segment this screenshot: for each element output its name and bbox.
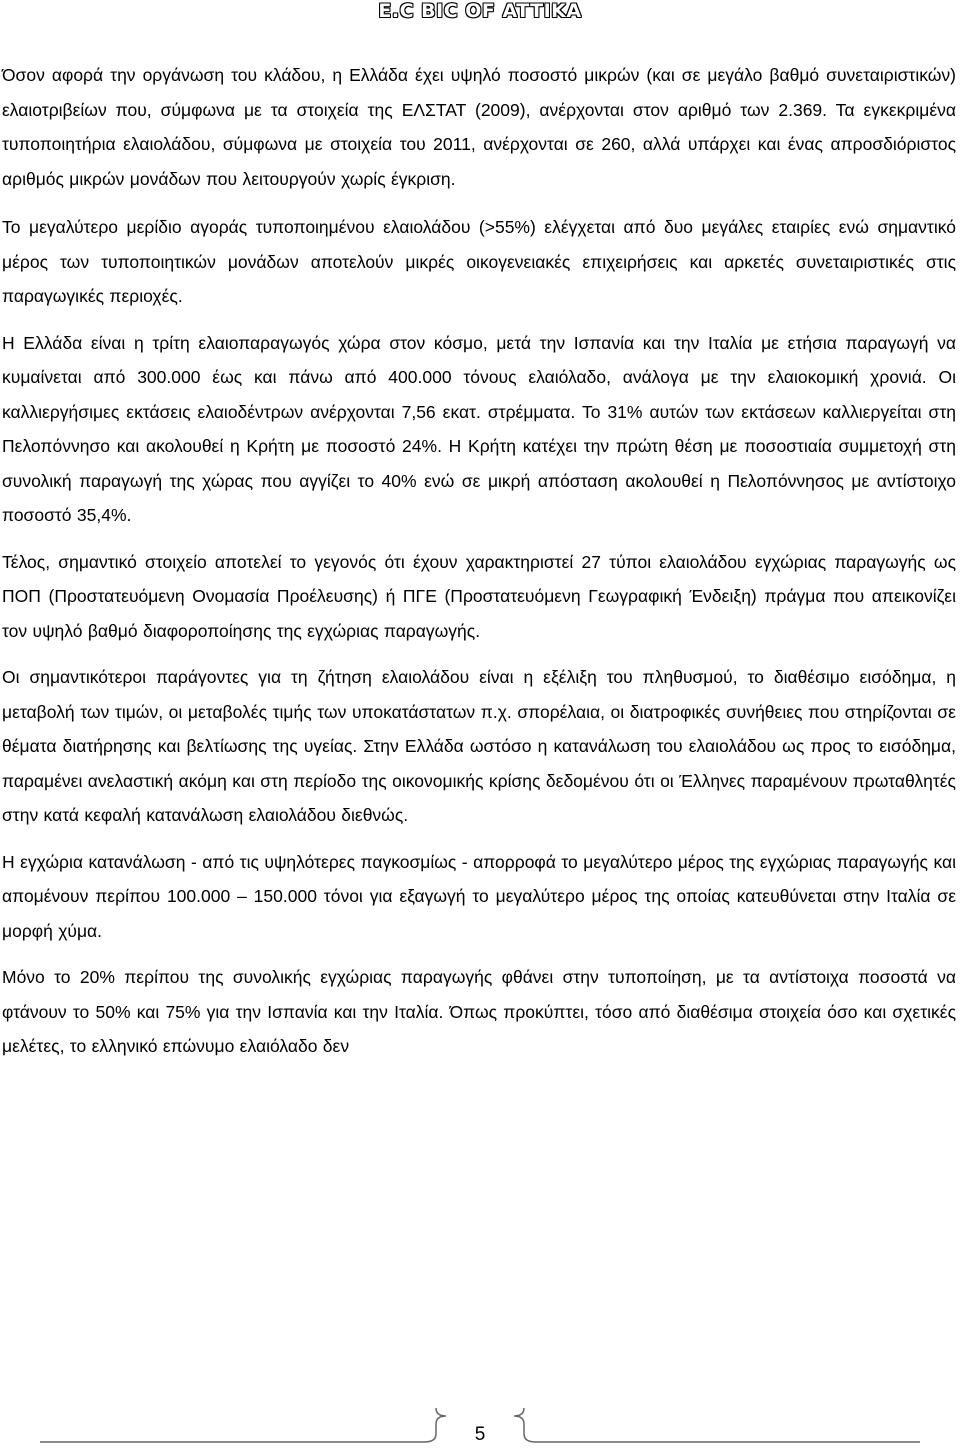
document-header <box>0 0 960 22</box>
paragraph: Η Ελλάδα είναι η τρίτη ελαιοπαραγωγός χώρα στον κόσμο, μετά την Ισπανία και την Ιταλία με ετήσια παραγωγή να κυμαίνεται από 300.000 έως και πάνω από 400.000 τόνους ελαιόλαδο, ανάλογα με την ελαιοκομική χρονιά. Οι καλλιεργήσιμες εκτάσεις ελαιοδέντρων ανέρχονται 7,56 εκατ. στρέμματα. Το 31% αυτών των εκτάσεων καλλιεργείται στη Πελοπόννησο και ακολουθεί η Κρήτη με ποσοστό 24%. Η Κρήτη κατέχει την πρώτη θέση με ποσοστιαία συμμετοχή στη συνολική παραγωγή της χώρας που αγγίζει το 40% ενώ σε μικρή απόσταση ακολουθεί η Πελοπόννησος με αντίστοιχο ποσοστό 35,4%. <box>2 332 956 525</box>
paragraph: Μόνο το 20% περίπου της συνολικής εγχώριας παραγωγής φθάνει στην τυποποίηση, με τα αντίστοιχα ποσοστά να φτάνουν το 50% και 75% για την Ισπανία και την Ιταλία. Όπως προκύπτει, τόσο από διαθέσιμα στοιχεία όσο και σχετικές μελέτες, το ελληνικό επώνυμο ελαιόλαδο δεν <box>2 967 956 1056</box>
paragraph: Οι σημαντικότεροι παράγοντες για τη ζήτηση ελαιολάδου είναι η εξέλιξη του πληθυσμού, το διαθέσιμο εισόδημα, η μεταβολή των τιμών, οι μεταβολές τιμής των υποκατάστατων π.χ. σπορέλαια, οι διατροφικές συνήθειες που στηρίζονται σε θέματα διατήρησης και βελτίωσης της υγείας. Στην Ελλάδα ωστόσο η κατανάλωση του ελαιολάδου ως προς το εισόδημα, παραμένει ανελαστική ακόμη και στη περίοδο της οικονομικής κρίσης δεδομένου ότι οι Έλληνες παραμένουν πρωταθλητές στην κατά κεφαλή κατανάλωση ελαιολάδου διεθνώς. <box>2 667 956 825</box>
page-number: 5 <box>474 1424 486 1445</box>
paragraph: Τέλος, σημαντικό στοιχείο αποτελεί το γεγονός ότι έχουν χαρακτηριστεί 27 τύποι ελαιολάδου εγχώριας παραγωγής ως ΠΟΠ (Προστατευόμενη Ονομασία Προέλευσης) ή ΠΓΕ (Προστατευόμενη Γεωγραφική Ένδειξη) πράγμα που απεικονίζει τον υψηλό βαθμό διαφοροποίησης της εγχώριας παραγωγής. <box>2 551 956 641</box>
page-footer <box>0 1408 960 1450</box>
paragraph: Το μεγαλύτερο μερίδιο αγοράς τυποποιημένου ελαιολάδου (>55%) ελέγχεται από δυο μεγάλες εταιρίες ενώ σημαντικό μέρος των τυποποιητικών μονάδων αποτελούν μικρές οικογενειακές επιχειρήσεις και αρκετές συνεταιριστικές στις παραγωγικές περιοχές. <box>2 217 956 306</box>
paragraph: Η εγχώρια κατανάλωση - από τις υψηλότερες παγκοσμίως - απορροφά το μεγαλύτερο μέρος της εγχώριας παραγωγής και απομένουν περίπου 100.000 – 150.000 τόνοι για εξαγωγή το μεγαλύτερο μέρος της οποίας κατευθύνεται στην Ιταλία σε μορφή χύμα. <box>2 851 956 941</box>
paragraph: Όσον αφορά την οργάνωση του κλάδου, η Ελλάδα έχει υψηλό ποσοστό μικρών (και σε μεγάλο βαθμό συνεταιριστικών) ελαιοτριβείων που, σύμφωνα με τα στοιχεία της ΕΛΣΤΑΤ (2009), ανέρχονται στον αριθμό των 2.369. Τα εγκεκριμένα τυποποιητήρια ελαιολάδου, σύμφωνα με στοιχεία του 2011, ανέρχονται σε 260, αλλά υπάρχει και ένας απροσδιόριστος αριθμός μικρών μονάδων που λειτουργούν χωρίς έγκριση. <box>2 65 956 189</box>
header-title: E.C BIC OF ATTIKA <box>378 0 582 22</box>
document-body <box>0 58 960 1076</box>
